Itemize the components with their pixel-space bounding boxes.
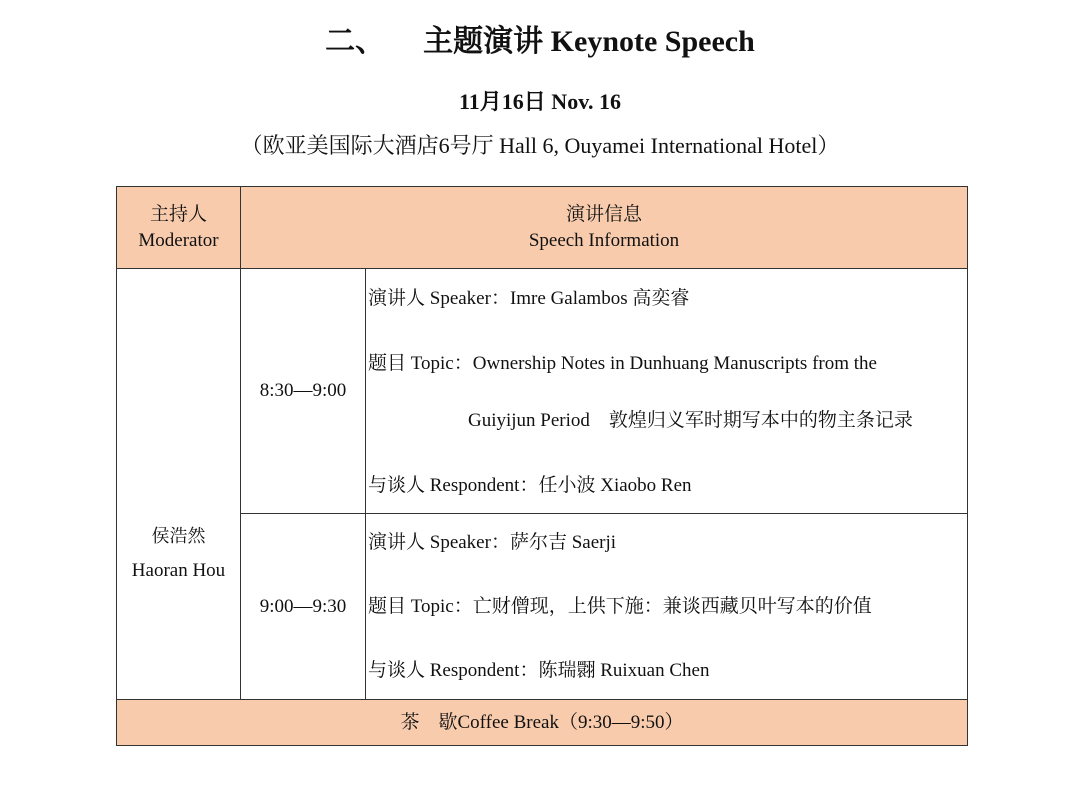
session-info (366, 269, 968, 514)
session-info (366, 514, 968, 700)
coffee-break-row: 茶 歇Coffee Break（9:30—9:50） (117, 700, 968, 746)
respondent-name: 陈瑞翾 Ruixuan Chen (538, 660, 710, 681)
section-number: 二、 (325, 25, 386, 58)
topic-text: 亡财僧现，上供下施：兼谈西藏贝叶写本的价值 (472, 596, 872, 617)
respondent-label: 与谈人 Respondent： (368, 660, 539, 681)
topic-label: 题目 Topic： (368, 596, 473, 617)
moderator-name-en: Haoran Hou (131, 560, 226, 581)
speaker-line (368, 286, 689, 312)
speaker-name: Imre Galambos 高奕睿 (509, 288, 690, 309)
moderator-name-cn: 侯浩然 (151, 526, 206, 547)
moderator-header-en: Moderator (138, 229, 219, 251)
speaker-name: 萨尔吉 Saerji (509, 532, 617, 553)
respondent-name: 任小波 Xiaobo Ren (538, 475, 692, 496)
speaker-label: 演讲人 Speaker： (368, 288, 510, 309)
topic-line (368, 594, 872, 620)
section-heading: 主题演讲 Keynote Speech (423, 25, 755, 58)
speech-info-header (241, 187, 968, 269)
session-time: 9:00—9:30 (241, 514, 366, 700)
moderator-header-cn: 主持人 (149, 203, 207, 225)
section-title (0, 22, 1080, 62)
topic-text: Ownership Notes in Dunhuang Manuscripts from the (472, 353, 877, 374)
event-venue: （欧亚美国际大酒店6号厅 Hall 6, Ouyamei International Hotel） (240, 133, 840, 158)
topic-line-continued: Guiyijun Period 敦煌归义军时期写本中的物主条记录 (468, 410, 913, 431)
respondent-line (368, 658, 709, 684)
speech-info-header-en: Speech Information (528, 229, 680, 251)
schedule-table (116, 186, 968, 746)
respondent-line (368, 473, 692, 499)
event-date: 11月16日 Nov. 16 (459, 89, 621, 114)
session-time: 8:30—9:00 (241, 269, 366, 514)
topic-line (368, 351, 877, 377)
respondent-label: 与谈人 Respondent： (368, 475, 539, 496)
speaker-label: 演讲人 Speaker： (368, 532, 510, 553)
speech-info-header-cn: 演讲信息 (565, 203, 642, 225)
topic-label: 题目 Topic： (368, 353, 473, 374)
speaker-line (368, 530, 616, 556)
moderator-cell (117, 269, 241, 700)
moderator-header (117, 187, 241, 269)
